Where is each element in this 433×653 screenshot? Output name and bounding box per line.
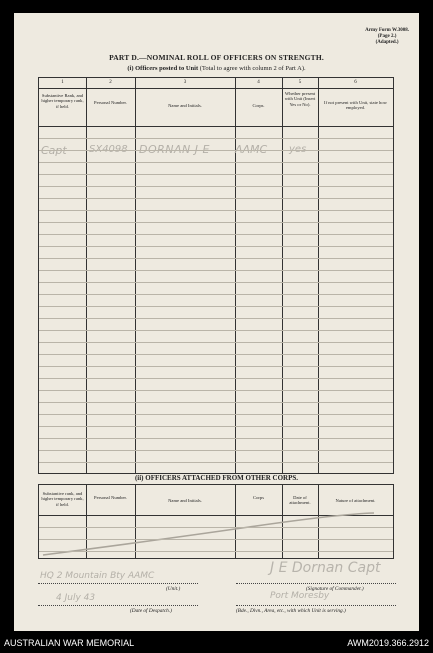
table-rule-line	[39, 258, 393, 259]
table-rule-line	[39, 294, 393, 295]
table-rule-line	[39, 282, 393, 283]
part-d-subtitle	[14, 65, 419, 72]
table-rule-line	[39, 426, 393, 427]
footer-institution: AUSTRALIAN WAR MEMORIAL	[4, 638, 135, 648]
table-rule-line	[39, 551, 393, 552]
entry-present: yes	[289, 144, 307, 155]
part-d-subtitle-rest: (Total to agree with column 2 of Part A).	[198, 65, 306, 72]
part-d-title: PART D.—NOMINAL ROLL OF OFFICERS ON STRENGTH.	[109, 53, 324, 62]
cancel-stroke	[39, 485, 393, 558]
unit-line	[38, 583, 198, 584]
entry-corps: AAMC	[235, 143, 268, 156]
table-rule-line	[39, 186, 393, 187]
date-label: (Date of Despatch.)	[130, 608, 172, 614]
col-number-5: 5	[298, 80, 302, 85]
col-number-4: 4	[257, 80, 260, 85]
table-rule-line	[39, 390, 393, 391]
table-rule-line	[39, 378, 393, 379]
attached-header-rank: Substantive rank, and higher temporary rank, if held.	[41, 491, 84, 507]
table-rule-line	[39, 414, 393, 415]
form-reference	[365, 28, 409, 46]
table-rule-line	[39, 450, 393, 451]
table-rule-line	[39, 438, 393, 439]
attached-header-corps: Corps	[253, 495, 264, 500]
attached-header-name: Name and Initials.	[168, 498, 202, 503]
table-rule-line	[39, 150, 393, 151]
col-number-2: 2	[109, 80, 112, 85]
part-d-subtitle-bold: (i) Officers posted to Unit	[127, 65, 199, 72]
table-rule-line	[39, 174, 393, 175]
signature-label: (Signature of Commander.)	[306, 586, 364, 592]
header-rank: Substantive Rank, and higher temporary rank, if held.	[41, 93, 84, 109]
table-rule-line	[39, 246, 393, 247]
header-personal-number: Personal Number.	[94, 100, 127, 105]
header-present: Whether present with Unit (Insert Yes or No).	[284, 91, 316, 107]
table-rule-line	[39, 162, 393, 163]
date-handwritten: 4 July 43	[56, 593, 96, 603]
officers-posted-table	[38, 77, 394, 474]
table-rule-line	[39, 234, 393, 235]
officers-attached-table	[38, 484, 394, 559]
table-rule-line	[39, 539, 393, 540]
attached-header-personal-number: Personal Number.	[94, 495, 127, 500]
location-handwritten: Port Moresby	[270, 591, 330, 601]
table-rule-line	[39, 354, 393, 355]
unit-handwritten: HQ 2 Mountain Bty AAMC	[40, 571, 155, 581]
col-number-6: 6	[354, 80, 357, 85]
date-line	[38, 605, 198, 606]
signature-handwritten: J E Dornan Capt	[270, 560, 381, 576]
part-ii-title: (ii) OFFICERS ATTACHED FROM OTHER CORPS.	[134, 474, 299, 482]
entry-name: DORNAN J E	[139, 143, 210, 156]
table-rule-line	[39, 198, 393, 199]
col-number-3: 3	[183, 80, 187, 85]
table-rule-line	[39, 330, 393, 331]
form-ref-line1: Army Form W.3008.	[365, 28, 409, 33]
location-label: (Bde., Divn., Area, etc., with which Unit is serving.)	[236, 608, 346, 614]
header-employment: If not present with Unit, state how employed.	[324, 100, 387, 111]
table-rule-line	[39, 318, 393, 319]
location-line	[236, 605, 396, 606]
footer-accession: AWM2019.366.2912	[347, 638, 429, 648]
table-rule-line	[39, 270, 393, 271]
form-ref-line3: (Adapted.)	[375, 40, 399, 45]
signature-line	[236, 583, 396, 584]
table-rule-line	[39, 462, 393, 463]
table-rule-line	[39, 306, 393, 307]
table-rule-line	[39, 342, 393, 343]
unit-label: (Unit.)	[166, 586, 181, 592]
entry-number: SX4098	[89, 144, 128, 155]
entry-rank: Capt	[41, 144, 67, 157]
form-ref-line2: (Page 2.)	[377, 34, 397, 39]
attached-header-date: Date of attachment.	[289, 495, 311, 506]
table-rule-line	[39, 138, 393, 139]
table-rule-line	[39, 210, 393, 211]
table-rule-line	[39, 402, 393, 403]
attached-header-nature: Nature of attachment.	[335, 498, 376, 503]
header-name: Name and Initials.	[168, 103, 202, 108]
form-page	[14, 13, 419, 631]
table-rule-line	[39, 366, 393, 367]
table-rule-line	[39, 527, 393, 528]
header-corps: Corps.	[252, 103, 265, 108]
table-rule-line	[39, 222, 393, 223]
col-number-1: 1	[61, 80, 64, 85]
